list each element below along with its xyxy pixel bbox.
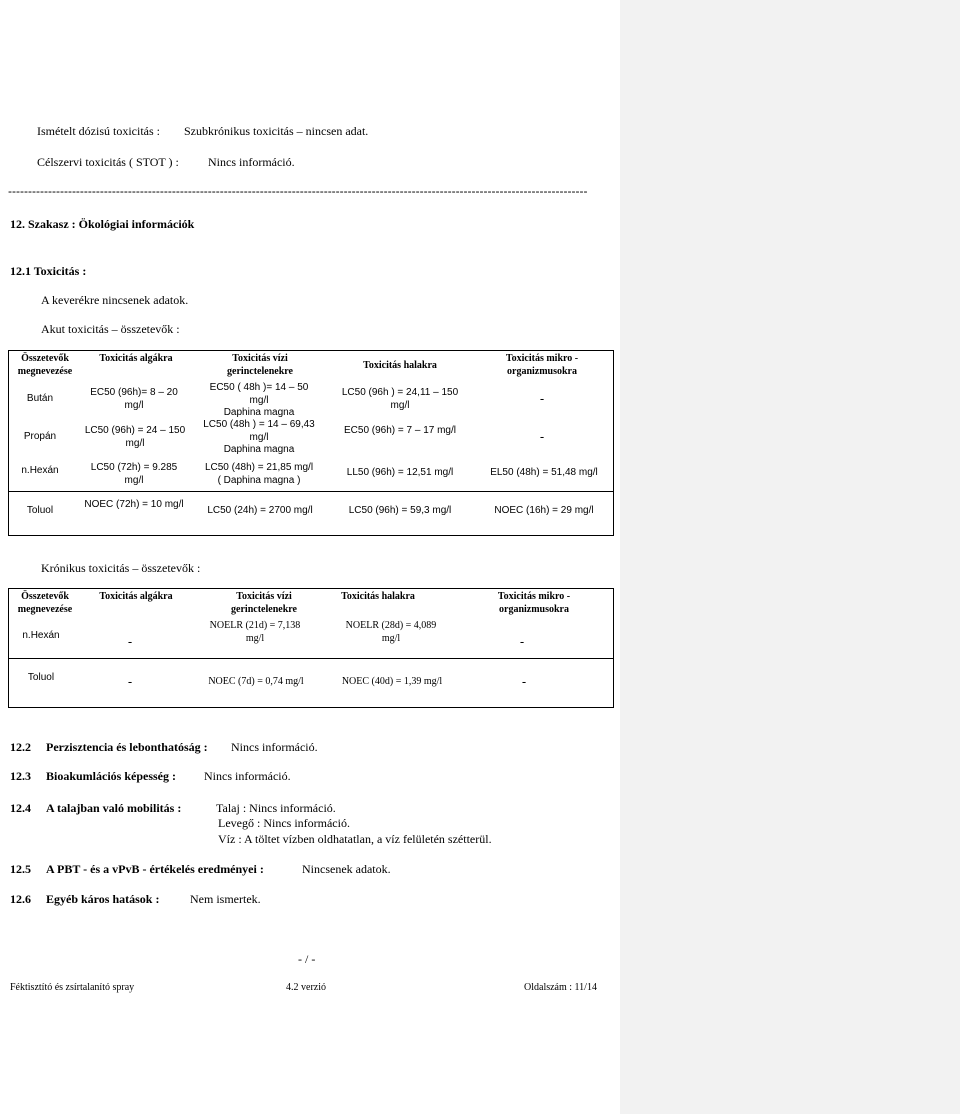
chronic-header-invertebrates: Toxicitás vízi gerinctelenekre <box>231 591 297 615</box>
footer-page-number: Oldalszám : 11/14 <box>524 982 597 993</box>
component-propan: Propán <box>23 431 57 442</box>
algae-toluol: NOEC (72h) = 10 mg/l <box>84 499 184 510</box>
s123-number: 12.3 <box>10 769 31 783</box>
s124-water: Víz : A töltet vízben oldhatatlan, a víz felületén szétterül. <box>218 832 492 846</box>
chronic-header-fish: Toxicitás halakra <box>341 591 415 602</box>
chronic-toxicity-title: Krónikus toxicitás – összetevők : <box>41 561 201 575</box>
chronic-micro-toluol: - <box>521 674 527 689</box>
component-toluol: Toluol <box>26 505 54 516</box>
chronic-fish-toluol: NOEC (40d) = 1,39 mg/l <box>341 676 443 687</box>
invertebrates-hexan-species: ( Daphina magna ) <box>217 475 301 486</box>
s122-value: Nincs információ. <box>231 740 318 754</box>
s125-number: 12.5 <box>10 862 31 876</box>
side-panel <box>620 0 960 1114</box>
chronic-micro-hexan: - <box>519 634 525 649</box>
chronic-algae-hexan: - <box>127 634 133 649</box>
section-title: 12. Szakasz : Ökológiai információk <box>10 217 195 231</box>
invertebrates-propan: LC50 (48h ) = 14 – 69,43 mg/l <box>203 419 315 443</box>
footer-version: 4.2 verzió <box>286 982 326 993</box>
repeated-dose-value: Szubkrónikus toxicitás – nincsen adat. <box>184 124 369 138</box>
fish-butan: LC50 (96h ) = 24,11 – 150 mg/l <box>341 387 459 411</box>
component-butan: Bután <box>26 393 54 404</box>
chronic-invertebrates-toluol: NOEC (7d) = 0,74 mg/l <box>208 676 304 687</box>
fish-toluol: LC50 (96h) = 59,3 mg/l <box>348 505 452 516</box>
separator-line: ------------------------------------------------------------------------------------------------------------------------------------------------- <box>8 184 588 198</box>
invertebrates-propan-species: Daphina magna <box>223 444 295 455</box>
repeated-dose-label: Ismételt dózisú toxicitás : <box>37 124 160 138</box>
algae-hexan: LC50 (72h) = 9.285 mg/l <box>90 462 178 486</box>
header-fish: Toxicitás halakra <box>363 360 437 371</box>
s126-title: Egyéb káros hatások : <box>46 892 160 906</box>
micro-hexan: EL50 (48h) = 51,48 mg/l <box>490 467 598 478</box>
micro-toluol: NOEC (16h) = 29 mg/l <box>494 505 594 516</box>
chronic-component-hexan: n.Hexán <box>22 630 60 641</box>
chronic-algae-toluol: - <box>127 674 133 689</box>
s124-title: A talajban való mobilitás : <box>46 801 182 815</box>
micro-propan: - <box>539 429 545 444</box>
s126-value: Nem ismertek. <box>190 892 261 906</box>
page-mark: - / - <box>298 952 316 966</box>
chronic-invertebrates-hexan: NOELR (21d) = 7,138 mg/l <box>209 620 301 644</box>
invertebrates-toluol: LC50 (24h) = 2700 mg/l <box>207 505 313 516</box>
invertebrates-butan: EC50 ( 48h )= 14 – 50 mg/l <box>209 382 309 406</box>
chronic-header-algae: Toxicitás algákra <box>99 591 173 602</box>
algae-butan: EC50 (96h)= 8 – 20 mg/l <box>90 387 178 411</box>
s125-title: A PBT - és a vPvB - értékelés eredményei : <box>46 862 264 876</box>
fish-propan: EC50 (96h) = 7 – 17 mg/l <box>343 425 456 436</box>
chronic-component-toluol: Toluol <box>27 672 55 683</box>
s124-soil: Talaj : Nincs információ. <box>216 801 336 815</box>
s126-number: 12.6 <box>10 892 31 906</box>
chronic-fish-hexan: NOELR (28d) = 4,089 mg/l <box>345 620 437 644</box>
algae-propan: LC50 (96h) = 24 – 150 mg/l <box>84 425 186 449</box>
header-invertebrates: Toxicitás vízi gerinctelenekre <box>227 353 293 377</box>
s125-value: Nincsenek adatok. <box>302 862 391 876</box>
header-algae: Toxicitás algákra <box>99 353 173 364</box>
invertebrates-hexan: LC50 (48h) = 21,85 mg/l <box>204 462 314 473</box>
micro-butan: - <box>539 391 545 406</box>
stot-label: Célszervi toxicitás ( STOT ) : <box>37 155 179 169</box>
s122-number: 12.2 <box>10 740 31 754</box>
header-microorganisms: Toxicitás mikro - organizmusokra <box>505 353 579 377</box>
component-hexan: n.Hexán <box>21 465 59 476</box>
s123-title: Bioakumlációs képesség : <box>46 769 177 783</box>
s124-number: 12.4 <box>10 801 31 815</box>
chronic-header-microorganisms: Toxicitás mikro - organizmusokra <box>497 591 571 615</box>
s124-air: Levegő : Nincs információ. <box>218 816 350 830</box>
s123-value: Nincs információ. <box>204 769 291 783</box>
fish-hexan: LL50 (96h) = 12,51 mg/l <box>346 467 454 478</box>
subsection-toxicity-title: 12.1 Toxicitás : <box>10 264 87 278</box>
header-component: Összetevők megnevezése <box>17 353 73 377</box>
chronic-header-component: Összetevők megnevezése <box>17 591 73 615</box>
stot-value: Nincs információ. <box>208 155 295 169</box>
mixture-no-data: A keverékre nincsenek adatok. <box>41 293 189 307</box>
s122-title: Perzisztencia és lebonthatóság : <box>46 740 208 754</box>
invertebrates-butan-species: Daphina magna <box>223 407 295 418</box>
footer-product: Féktisztító és zsírtalanító spray <box>10 982 135 993</box>
acute-toxicity-title: Akut toxicitás – összetevők : <box>41 322 180 336</box>
